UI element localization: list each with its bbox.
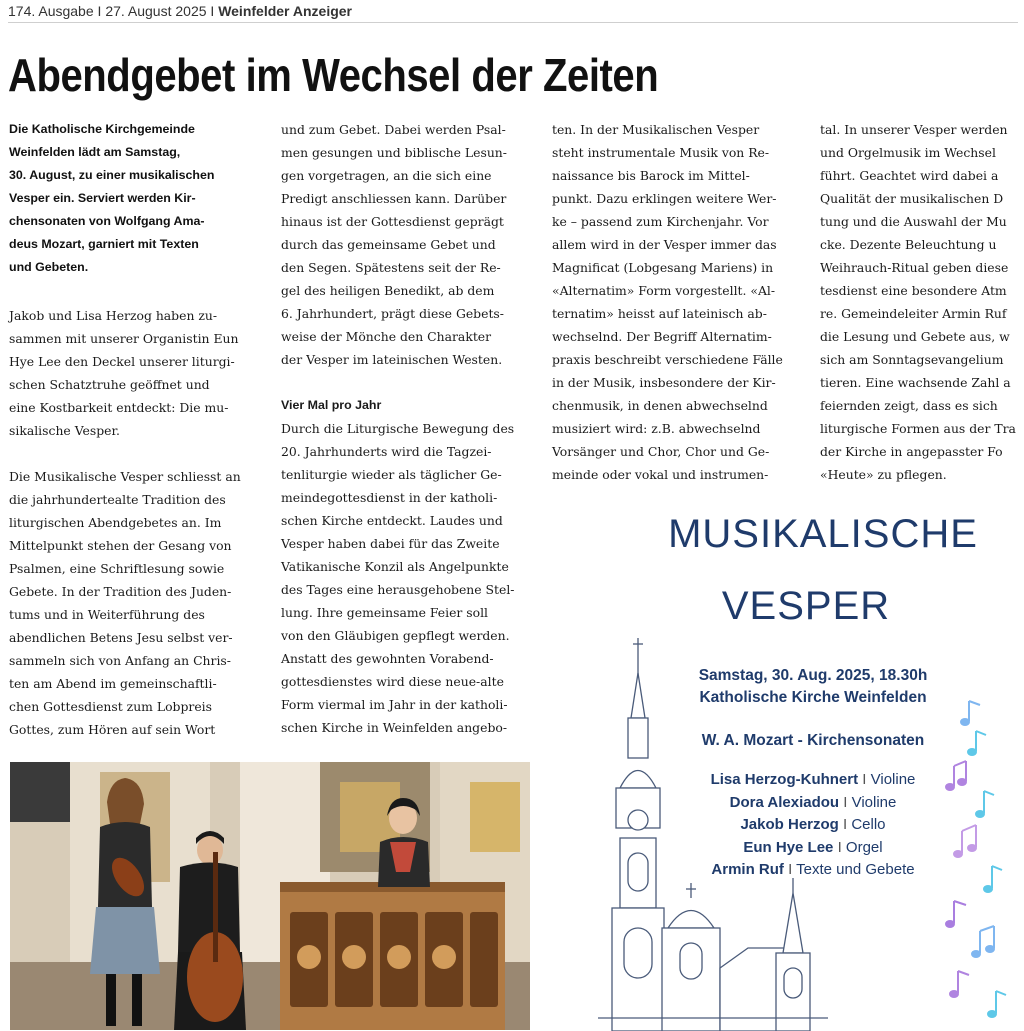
article-column-1: [9, 118, 259, 741]
performer-entry: Lisa Herzog-Kuhnert I Violine: [710, 771, 916, 788]
musicians-photo-illustration: [10, 762, 530, 1030]
body-paragraph: ten. In der Musikalischen Vesper steht instrumentale Musik von Re- naissance bis Barock im Mittel- punkt. Dazu erklingen weitere Wer- ke – passend zum Kirchenjahr. Vor allem wird in der Vesper immer das Magnificat (Lobgesang Mariens) in «Alternatim» Form vorgestellt. «Al- ternatim» heisst auf lateinisch ab- wechselnd. Der Begriff Alternatim- praxis beschreibt verschiedene Fälle in der Musik, insbesondere der Kir- chenmusik, in denen abwechselnd musiziert wird: z.B. abwechselnd Vorsänger und Chor, Chor und Ge- meinde oder vokal und instrumen-: [552, 122, 783, 482]
music-note-icon: [949, 990, 959, 998]
body-paragraph: und zum Gebet. Dabei werden Psal- men gesungen und biblische Lesun- gen vorgetragen, an die sich eine Predigt anschliessen kann. Darüber hinaus ist der Gottesdienst geprägt durch das gemeinsame Gebet und den Segen. Spätestens seit der Re- gel des heiligen Benedikt, ab dem 6. Jahrhundert, prägt diese Gebets- weise der Mönche den Charakter der Vesper im lateinischen Westen.: [281, 122, 507, 367]
body-paragraph: Jakob und Lisa Herzog haben zu- sammen mit unserer Organistin Eun Hye Lee den Deckel unserer liturgi- schen Schatztruhe geöffnet und eine Kostbarkeit entdeckt: Die mu- sikalische Vesper.: [9, 308, 239, 438]
issue-header: [8, 3, 1018, 23]
performer-entry: Jakob Herzog I Cello: [740, 816, 886, 833]
music-note-icon: [983, 885, 993, 893]
performer-entry: Dora Alexiadou I Violine: [729, 793, 897, 811]
concert-poster: [598, 498, 1024, 1031]
article-headline: Abendgebet im Wechsel der Zeiten: [8, 49, 659, 101]
poster-program: W. A. Mozart - Kirchensonaten: [701, 732, 925, 749]
music-note-icon: [975, 810, 985, 818]
newspaper-name: Weinfelder Anzeiger: [218, 3, 352, 19]
performer-entry: Eun Hye Lee I Orgel: [743, 838, 883, 856]
music-note-icon: [971, 950, 981, 958]
header-separator: I: [97, 3, 102, 19]
body-paragraph: Durch die Liturgische Bewegung des 20. Jahrhunderts wird die Tagzei- tenliturgie wieder als täglicher Ge- meindegottesdienst in der katholi- schen Kirche entdeckt. Laudes und Vesper haben dabei für das Zweite Vatikanische Konzil als Angelpunkte des Tages eine herausgehobene Stel- lung. Ihre gemeinsame Feier soll von den Gläubigen gepflegt werden. Anstatt des gewohnten Vorabend- gottesdienstes wird diese neue-alte Form viermal im Jahr in der katholi- schen Kirche in Weinfelden angebo-: [281, 421, 515, 735]
section-subheading: Vier Mal pro Jahr: [281, 398, 382, 412]
body-paragraph: Die Musikalische Vesper schliesst an die jahrhundertealte Tradition des liturgischen Abendgebetes an. Im Mittelpunkt stehen der Gesang von Psalmen, eine Schriftlesung sowie Gebete. In der Tradition des Juden- tums und in Weiterführung des abendlichen Betens Jesu selbst ver- sammeln sich von Anfang an Chris- ten am Abend im gemeinschaftli- chen Gottesdienst zum Lobpreis Gottes, zum Hören auf sein Wort: [9, 469, 241, 737]
music-note-icon: [985, 945, 995, 953]
poster-location: Katholische Kirche Weinfelden: [699, 689, 927, 706]
issue-date: 27. August 2025: [105, 3, 207, 19]
poster-title-line2: VESPER: [721, 584, 891, 628]
poster-title-line1: MUSIKALISCHE: [668, 512, 978, 556]
music-note-icon: [953, 850, 963, 858]
music-note-icon: [957, 778, 967, 786]
header-separator: I: [210, 3, 215, 19]
performer-entry: Armin Ruf I Texte und Gebete: [711, 861, 915, 878]
music-note-icon: [967, 748, 977, 756]
music-note-icon: [945, 920, 955, 928]
music-note-icon: [960, 718, 970, 726]
issue-number: 174. Ausgabe: [8, 3, 94, 19]
music-note-icon: [987, 1010, 997, 1018]
music-note-icon: [967, 844, 977, 852]
musicians-photo: [10, 762, 530, 1030]
music-notes-decoration: [914, 691, 1024, 1031]
poster-date-time: Samstag, 30. Aug. 2025, 18.30h: [698, 667, 928, 684]
article-column-4: [820, 118, 1024, 486]
article-column-2: [281, 118, 531, 739]
article-lead: Die Katholische Kirchgemeinde Weinfelden lädt am Samstag, 30. August, zu einer musikalischen Vesper ein. Serviert werden Kir- chensonaten von Wolfgang Ama- deus Mozart, garniert mit Texten und Gebeten.: [9, 122, 215, 274]
article-column-3: [552, 118, 802, 486]
body-paragraph: tal. In unserer Vesper werden und Orgelmusik im Wechsel führt. Geachtet wird dabei a Qualität der musikalischen D tung und die Auswahl der Mu cke. Dezente Beleuchtung u Weihrauch-Ritual geben diese tesdienst eine besondere Atm re. Gemeindeleiter Armin Ruf die Lesung und Gebete aus, w sich am Sonntagsevangelium tieren. Eine wachsende Zahl a feiernden zeigt, dass es sich liturgische Formen aus der Tra der Kirche in angepasster Fo «Heute» zu pflegen.: [820, 122, 1016, 482]
music-note-icon: [945, 783, 955, 791]
